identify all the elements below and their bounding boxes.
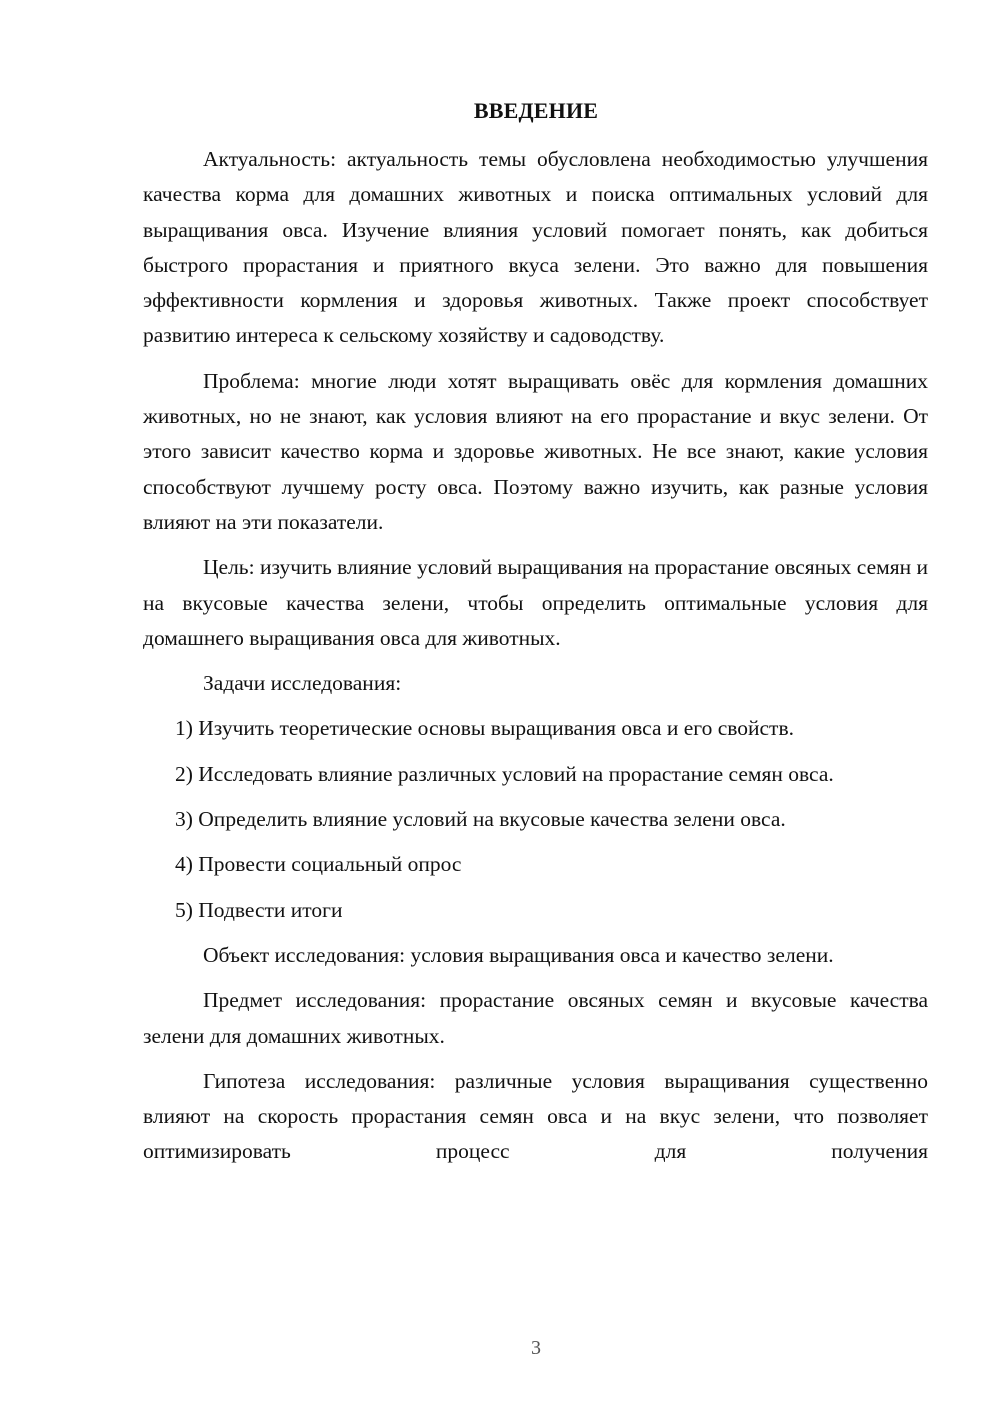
object-paragraph: Объект исследования: условия выращивания овса и качество зелени. (203, 942, 834, 967)
task-item: 2) Исследовать влияние различных условий на прорастание семян овса. (175, 761, 834, 786)
goal-paragraph: Цель: изучить влияние условий выращивания на прорастание овсяных семян и на вкусовые качества зелени, чтобы определить оптимальные условия для домашнего выращивания овса для животных. (143, 555, 928, 650)
relevance-paragraph: Актуальность: актуальность темы обусловлена необходимостью улучшения качества корма для домашних животных и поиска оптимальных условий для выращивания овса. Изучение влияния условий помогает понять, как добиться быстрого прорастания и приятного вкуса зелени. Это важно для повышения эффективности кормления и здоровья животных. Также проект способствует развитию интереса к сельскому хозяйству и садоводству. (143, 147, 928, 348)
page-number: 3 (531, 1337, 541, 1359)
hypothesis-paragraph: Гипотеза исследования: различные условия выращивания существенно влияют на скорость прорастания семян овса и на вкус зелени, что позволяет оптимизировать процесс для получения (143, 1068, 928, 1164)
page-title: ВВЕДЕНИЕ (473, 98, 599, 123)
task-item: 1) Изучить теоретические основы выращивания овса и его свойств. (175, 716, 794, 741)
problem-paragraph: Проблема: многие люди хотят выращивать овёс для кормления домашних животных, но не знают, как условия влияют на его прорастание и вкус зелени. От этого зависит качество корма и здоровье животных. Не все знают, какие условия способствуют лучшему росту овса. Поэтому важно изучить, как разные условия влияют на эти показатели. (143, 368, 928, 534)
task-item: 3) Определить влияние условий на вкусовые качества зелени овса. (175, 807, 786, 832)
task-item: 4) Провести социальный опрос (175, 852, 462, 877)
task-item: 5) Подвести итоги (175, 897, 343, 922)
subject-paragraph: Предмет исследования: прорастание овсяных семян и вкусовые качества зелени для домашних животных. (143, 988, 928, 1048)
document-body (143, 142, 928, 1170)
tasks-heading: Задачи исследования: (203, 671, 402, 696)
